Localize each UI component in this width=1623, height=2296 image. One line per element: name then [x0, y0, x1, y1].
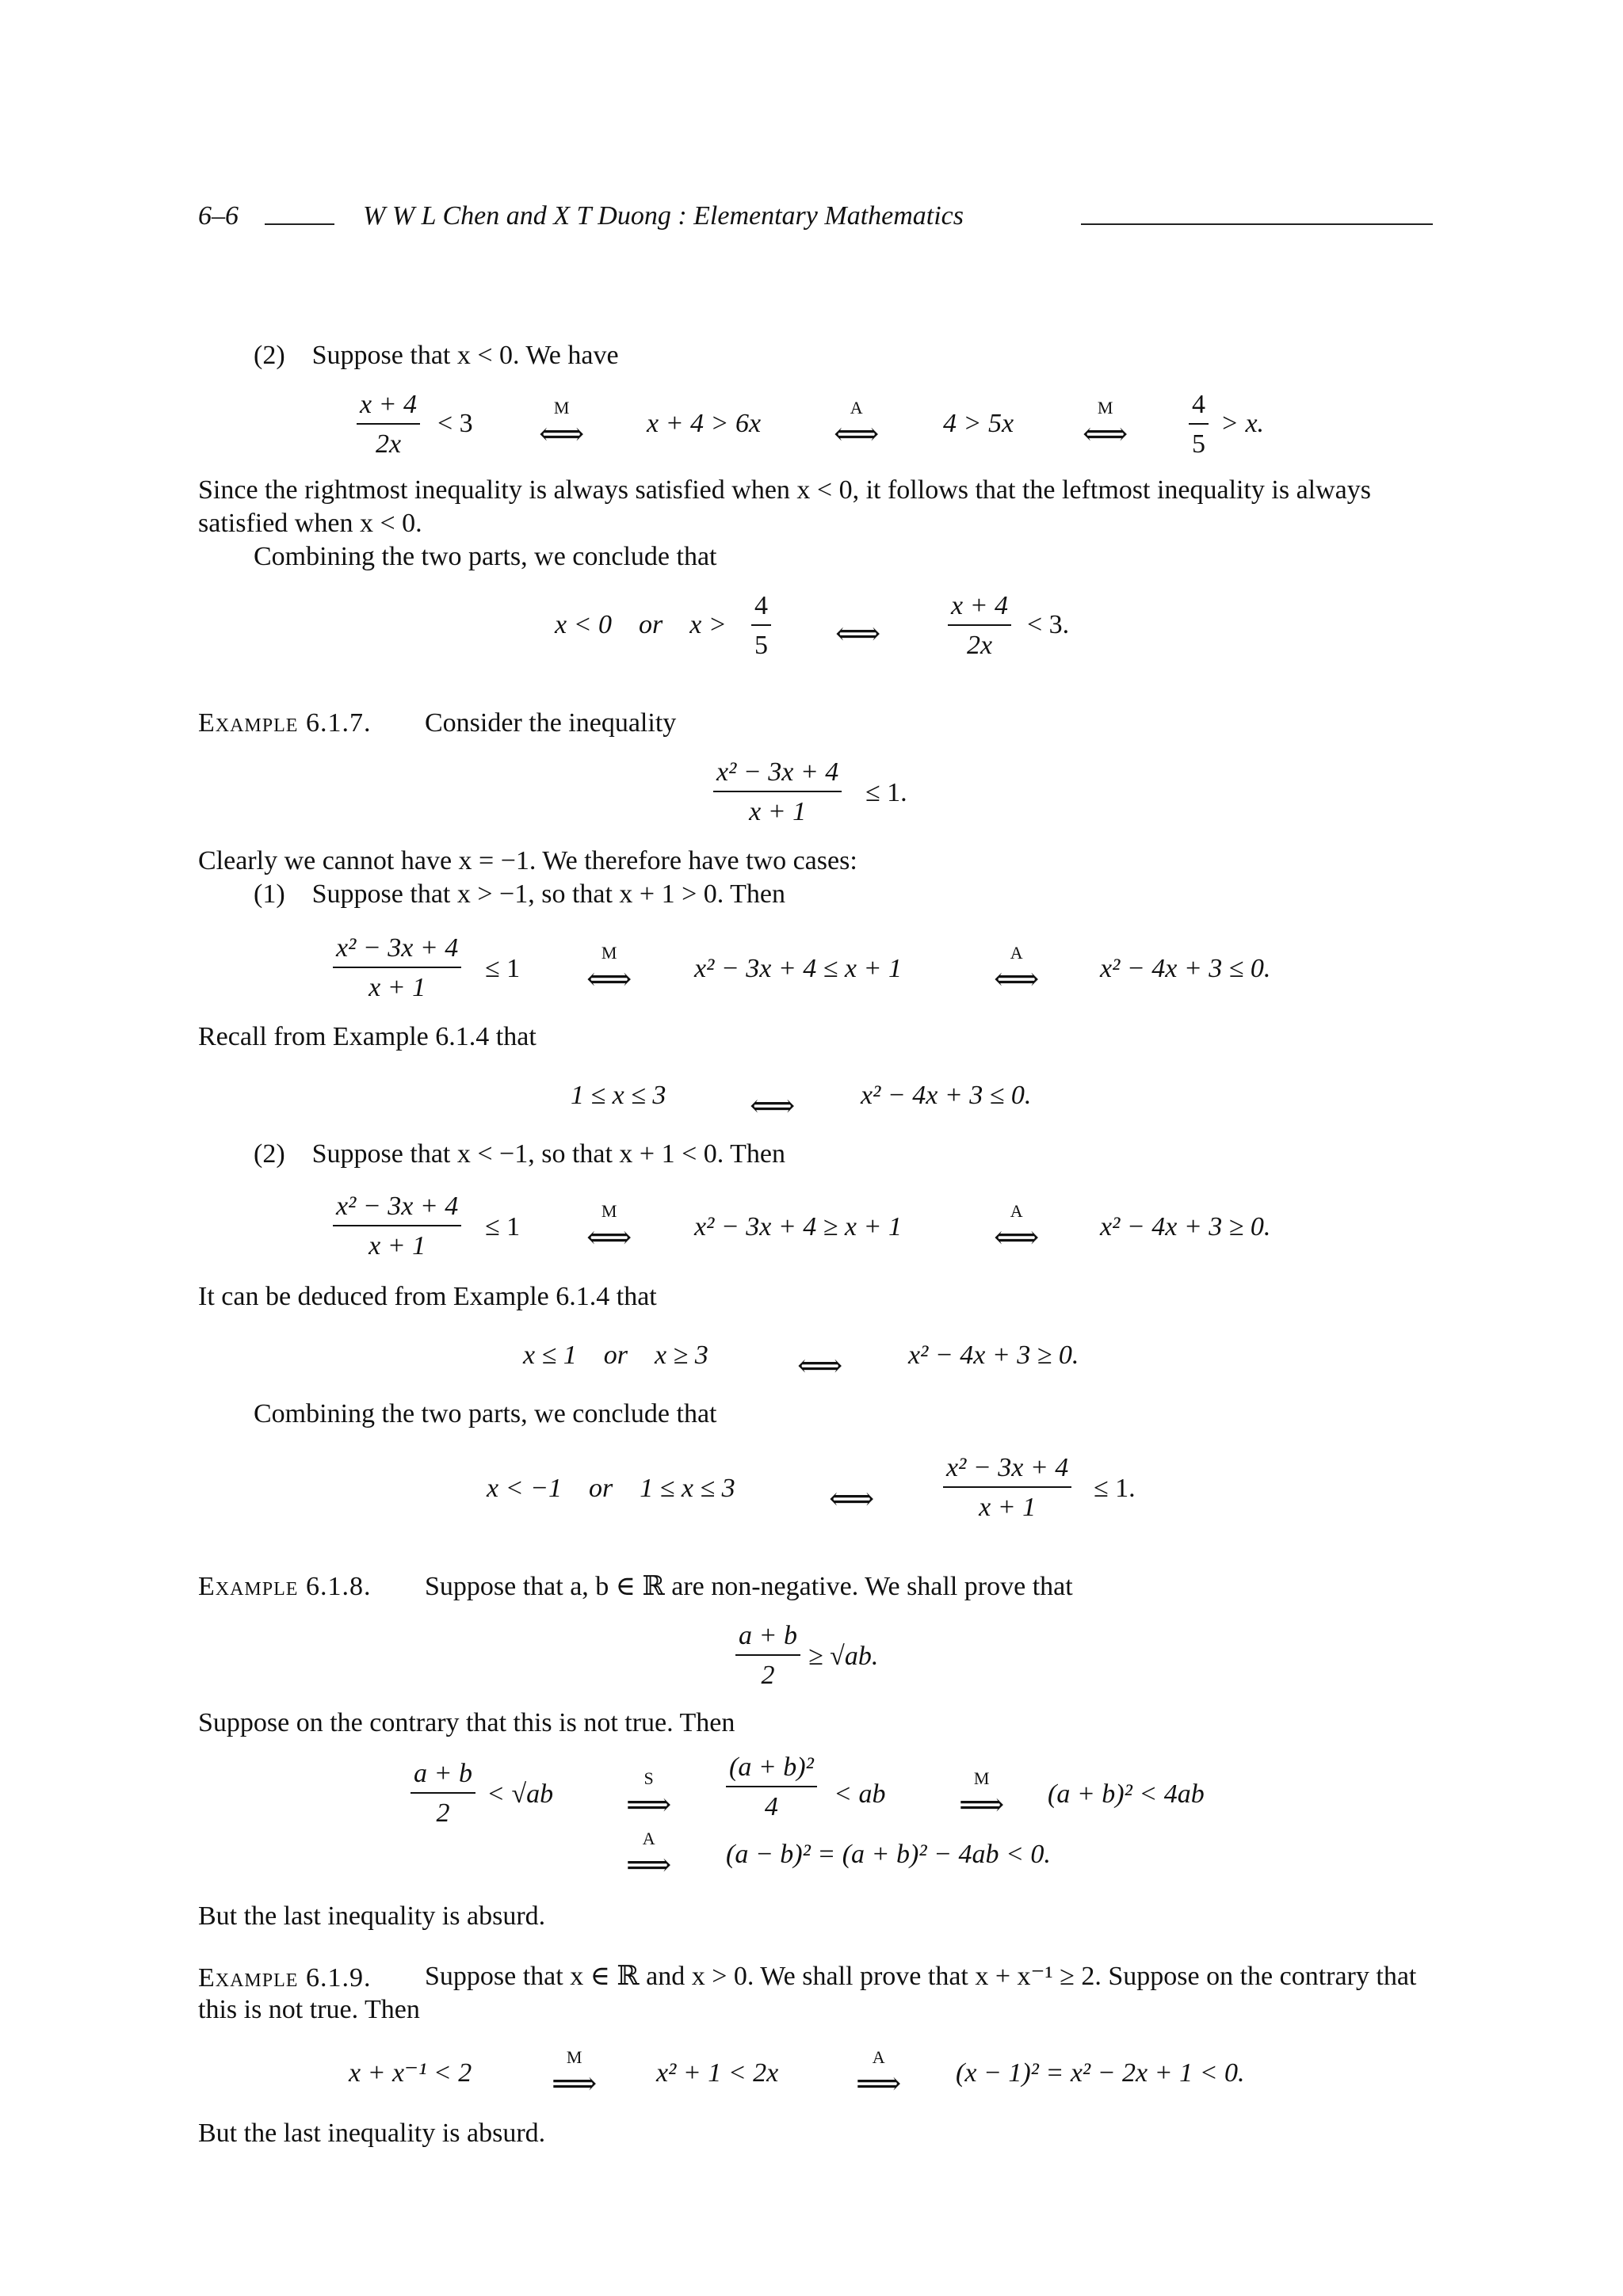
x-squared-plus-1-lt-2x: x² + 1 < 2x	[656, 2058, 779, 2088]
fraction-4-over-5-b: $\frac{4}{5}$	[751, 593, 771, 659]
step-4-gt-5x: 4 > 5x	[943, 409, 1014, 438]
equivalence-arrow-conclusion-1: ⟺	[835, 616, 881, 651]
running-title: W W L Chen and X T Duong : Elementary Mathematics	[363, 201, 964, 231]
case-1-le-1: ≤ 1	[485, 954, 521, 983]
conclusion-fraction: $\frac{\text{x² − 3x + 4}}{x + 1}$	[943, 1455, 1071, 1521]
example-6-1-8-intro: Suppose that a, b ∈ ℝ are non-negative. We shall prove that	[425, 1572, 1073, 1601]
conclusion-left-1: x < 0 or x >	[555, 610, 727, 639]
case-2-arrow-a: A ⟺	[994, 1201, 1040, 1255]
conclusion-left-2: x < −1 or 1 ≤ x ≤ 3	[487, 1474, 735, 1503]
x-plus-x-inverse-lt-2: x + x⁻¹ < 2	[349, 2058, 472, 2088]
case-1-arrow-m: M ⟺	[586, 943, 632, 997]
a-plus-b-squared-lt-4ab: (a + b)² < 4ab	[1048, 1779, 1205, 1809]
case-2-middle: x² − 3x + 4 ≥ x + 1	[694, 1212, 902, 1241]
case-1-end: x² − 4x + 3 ≤ 0.	[1100, 954, 1271, 983]
paragraph-rightmost-inequality: Since the rightmost inequality is always satisfied when x < 0, it follows that the leftmost inequality is always satisfied when x < 0.	[198, 475, 1371, 538]
fraction-a-plus-b-over-2-b: $\frac{a + b}{2}$	[411, 1760, 475, 1827]
recall-arrow: ⟺	[750, 1088, 796, 1123]
implies-arrow-m-2: M ⟹	[552, 2047, 598, 2101]
fraction-x-plus-4-over-2x-b: $\frac{x + 4}{2x}$	[948, 593, 1011, 659]
inequality-lt-ab: < ab	[834, 1779, 886, 1809]
page-number: 6–6	[198, 201, 239, 231]
example-6-1-7-intro: Consider the inequality	[425, 708, 677, 738]
case-2-fraction: $\frac{\text{x² − 3x + 4}}{x + 1}$	[333, 1193, 461, 1260]
deduce-arrow: ⟺	[797, 1348, 843, 1383]
implies-arrow-a: A ⟹	[626, 1829, 672, 1882]
example-6-1-7-label: Example 6.1.7.	[198, 708, 372, 738]
implies-arrow-a-2: A ⟹	[856, 2047, 902, 2101]
inequality-le-1-period: ≤ 1.	[865, 778, 907, 807]
deduce-text: It can be deduced from Example 6.1.4 that	[198, 1282, 657, 1311]
example-6-1-9-intro: Suppose that x ∈ ℝ and x > 0. We shall prove that x + x⁻¹ ≥ 2. Suppose on the contrary that this is not true. Then	[198, 1962, 1417, 2024]
absurd-text-1: But the last inequality is absurd.	[198, 1901, 546, 1931]
x-minus-1-squared-line: (x − 1)² = x² − 2x + 1 < 0.	[956, 2058, 1245, 2088]
fraction-4-over-5: $\frac{4}{5}$	[1189, 391, 1209, 458]
implies-arrow-m: M ⟹	[959, 1768, 1005, 1822]
combine-text-1: Combining the two parts, we conclude that	[254, 542, 717, 571]
fraction-x-plus-4-over-2x: $\frac{x + 4}{2x}$	[357, 391, 420, 458]
conclusion-le-1: ≤ 1.	[1094, 1474, 1136, 1503]
equivalence-arrow-m: M ⟺	[539, 398, 585, 452]
header-rule-long	[1081, 223, 1433, 225]
recall-left: 1 ≤ x ≤ 3	[571, 1081, 666, 1110]
equivalence-arrow-m-2: M ⟺	[1083, 398, 1128, 452]
absurd-text-2: But the last inequality is absurd.	[198, 2119, 546, 2148]
inequality-gt-x: > x.	[1220, 409, 1265, 438]
a-minus-b-squared-line: (a − b)² = (a + b)² − 4ab < 0.	[726, 1840, 1051, 1869]
inequality-lt-sqrt-ab: < √ab	[487, 1779, 554, 1809]
contrary-text: Suppose on the contrary that this is not true. Then	[198, 1708, 735, 1737]
deduce-right: x² − 4x + 3 ≥ 0.	[908, 1341, 1079, 1370]
fraction-a-plus-b-over-2: $\frac{a + b}{2}$	[735, 1623, 800, 1689]
recall-right: x² − 4x + 3 ≤ 0.	[861, 1081, 1032, 1110]
example-6-1-9-label: Example 6.1.9.	[198, 1963, 372, 1993]
case-2-le-1: ≤ 1	[485, 1212, 521, 1241]
case-2-arrow-m: M ⟺	[586, 1201, 632, 1255]
fraction-quadratic-over-x-plus-1: $\frac{\text{x² − 3x + 4}}{x + 1}$	[713, 759, 842, 826]
step-x-plus-4-gt-6x: x + 4 > 6x	[647, 409, 762, 438]
equivalence-arrow-conclusion-2: ⟺	[829, 1481, 875, 1516]
implies-arrow-s: S ⟹	[626, 1768, 672, 1822]
case-2-heading-b: (2) Suppose that x < −1, so that x + 1 < 0. Then	[254, 1139, 786, 1169]
case-1-fraction: $\frac{\text{x² − 3x + 4}}{x + 1}$	[333, 935, 461, 1001]
case-1-heading: (1) Suppose that x > −1, so that x + 1 > 0. Then	[254, 879, 786, 909]
inequality-lt-3: < 3	[437, 409, 473, 438]
fraction-a-plus-b-squared-over-4: $\frac{\text{(a + b)²}}{4}$	[726, 1754, 817, 1821]
case-2-end: x² − 4x + 3 ≥ 0.	[1100, 1212, 1271, 1241]
case-1-middle: x² − 3x + 4 ≤ x + 1	[694, 954, 902, 983]
two-cases-text: Clearly we cannot have x = −1. We therefore have two cases:	[198, 846, 857, 875]
example-6-1-8-label: Example 6.1.8.	[198, 1572, 372, 1601]
case-1-arrow-a: A ⟺	[994, 943, 1040, 997]
header-rule-short	[265, 223, 334, 225]
case-2-heading: (2) Suppose that x < 0. We have	[254, 341, 619, 370]
recall-text: Recall from Example 6.1.4 that	[198, 1022, 537, 1051]
inequality-ge-sqrt-ab: ≥ √ab.	[808, 1642, 879, 1671]
deduce-left: x ≤ 1 or x ≥ 3	[523, 1341, 708, 1370]
inequality-lt-3-period: < 3.	[1027, 610, 1070, 639]
equivalence-arrow-a: A ⟺	[834, 398, 880, 452]
combine-text-2: Combining the two parts, we conclude that	[254, 1399, 717, 1428]
